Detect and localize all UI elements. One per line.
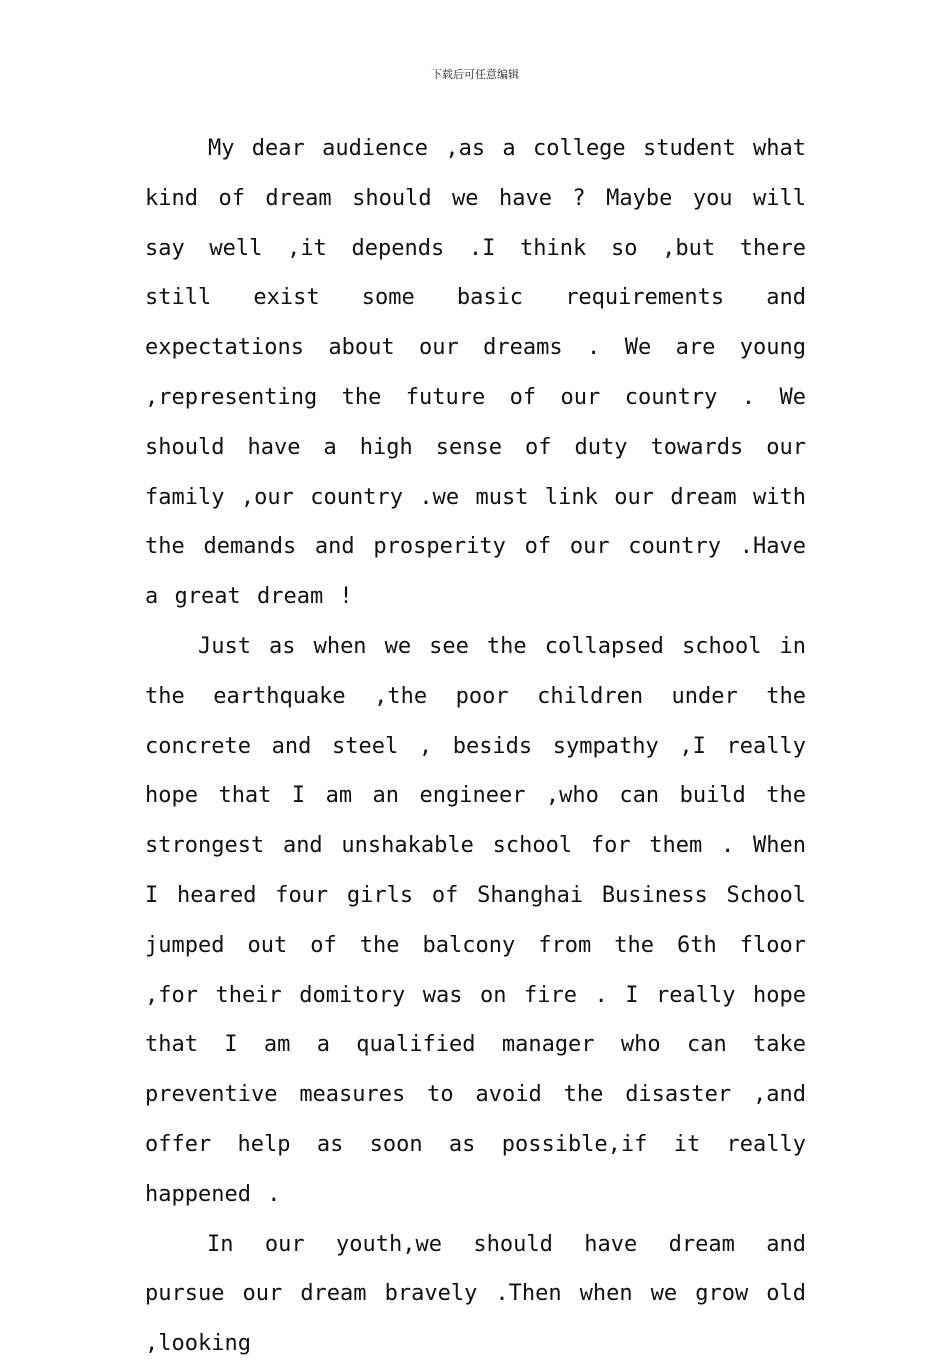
paragraph-youth-pursuit: In our youth,we should have dream and pursue our dream bravely .Then when we grow old ,looking (145, 1231, 806, 1357)
document-body (145, 124, 806, 1369)
page-header: 下载后可任意编辑 (431, 68, 519, 81)
paragraph-dream-intro: My dear audience ,as a college student what kind of dream should we have ? Maybe you will say well ,it depends .I think so ,but there still exist some basic requirements and expectations about our dreams . We are young ,representing the future of our country . We should have a high sense of duty towards our family ,our country .we must link our dream with the demands and prosperity of our country .Have a great dream ! (145, 136, 806, 610)
paragraph-earthquake-example: Just as when we see the collapsed school in the earthquake ,the poor children under the concrete and steel , besids sympathy ,I really hope that I am an engineer ,who can build the strongest and unshakable school for them . When I heared four girls of Shanghai Business School jumped out of the balcony from the 6th floor ,for their domitory was on fire . I really hope that I am a qualified manager who can take preventive measures to avoid the disaster ,and offer help as soon as possible,if it really happened . (145, 633, 806, 1207)
